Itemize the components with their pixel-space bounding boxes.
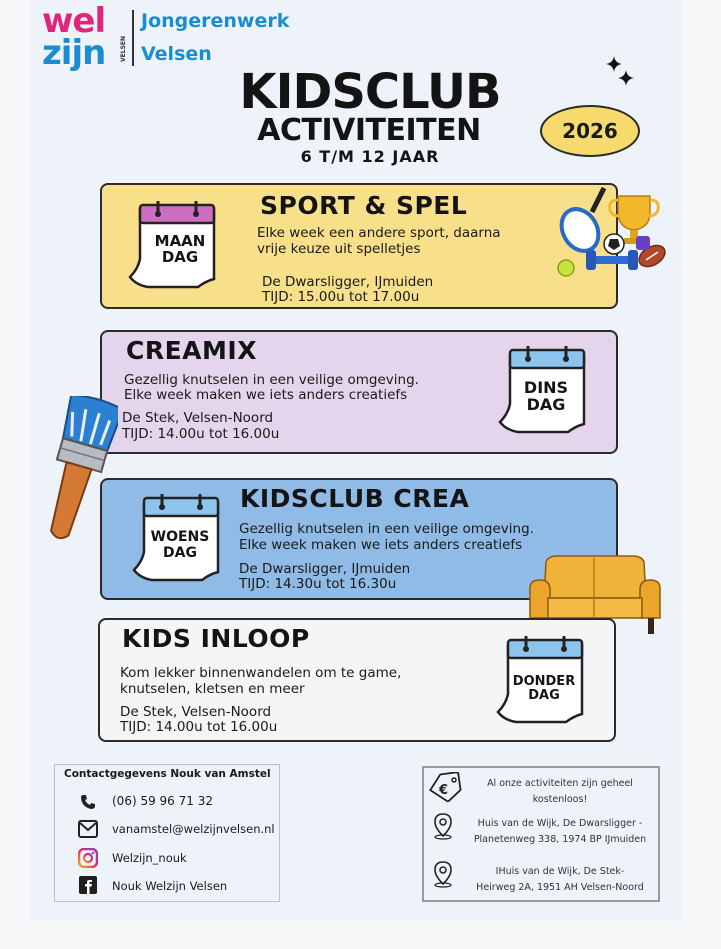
activity-location: De Stek, Velsen-Noord	[120, 704, 272, 720]
activity-time: TIJD: 15.00u tot 17.00u	[262, 289, 420, 305]
activity-desc-line1: Kom lekker binnenwandelen om te game,	[120, 665, 402, 681]
activity-title: CREAMIX	[126, 336, 257, 365]
activity-time: TIJD: 14.00u tot 16.00u	[122, 426, 280, 442]
title-activiteiten: ACTIVITEITEN	[257, 113, 481, 148]
activity-desc-line1: Gezellig knutselen in een veilige omgeving.	[239, 521, 534, 537]
logo-divider	[132, 10, 134, 66]
activity-card-sport-spel	[100, 183, 618, 309]
logo-wel: wel	[42, 1, 106, 41]
day-label-line1: MAAN	[154, 232, 206, 250]
activity-desc-line2: vrije keuze uit spelletjes	[257, 241, 421, 257]
activity-card-creamix	[100, 330, 618, 454]
activity-title: SPORT & SPEL	[260, 191, 468, 220]
title-age-range: 6 T/M 12 JAAR	[300, 147, 440, 166]
info-location2-line1: IHuis van de Wijk, De Stek-	[495, 866, 625, 877]
org-name-line1: Jongerenwerk	[141, 10, 290, 32]
contact-box-border	[54, 764, 280, 902]
info-location2-line2: Heirweg 2A, 1951 AH Velsen-Noord	[476, 882, 644, 893]
activity-title: KIDS INLOOP	[122, 624, 310, 653]
day-label-line2: DAG	[161, 248, 199, 266]
day-label-line1: DINS	[523, 378, 569, 397]
activity-card-kids-inloop	[98, 618, 616, 742]
day-label-line1: DONDER	[512, 674, 576, 689]
day-label-line2: DAG	[528, 688, 560, 703]
activity-location: De Dwarsligger, IJmuiden	[239, 561, 411, 577]
location-pin-icon	[432, 860, 454, 888]
info-location1-line2: Planetenweg 338, 1974 BP IJmuiden	[473, 834, 647, 845]
activity-desc-line2: Elke week maken we iets anders creatiefs	[124, 387, 408, 403]
contact-instagram: Welzijn_nouk	[112, 851, 187, 865]
svg-text:€: €	[439, 783, 449, 798]
sparkle-icon	[604, 54, 638, 88]
info-box	[422, 766, 660, 902]
title-kidsclub: KIDSCLUB	[239, 64, 501, 120]
day-label-line2: DAG	[526, 395, 566, 414]
info-location1-line1: Huis van de Wijk, De Dwarsligger -	[477, 818, 643, 829]
logo-velsen-vertical: VELSEN	[120, 35, 127, 62]
activity-location: De Dwarsligger, IJmuiden	[262, 274, 434, 290]
activity-location: De Stek, Velsen-Noord	[122, 410, 274, 426]
contact-email: vanamstel@welzijnvelsen.nl	[112, 822, 275, 836]
year-badge: 2026	[540, 105, 640, 157]
activity-desc-line1: Elke week een andere sport, daarna	[257, 225, 501, 241]
sports-equipment-icon	[552, 182, 668, 282]
activity-time: TIJD: 14.00u tot 16.00u	[120, 719, 278, 735]
contact-facebook: Nouk Welzijn Velsen	[112, 879, 228, 893]
contact-phone: (06) 59 96 71 32	[112, 794, 213, 808]
activity-title: KIDSCLUB CREA	[240, 484, 470, 513]
contact-heading: Contactgegevens Nouk van Amstel	[64, 768, 271, 780]
info-free-line1: Al onze activiteiten zijn geheel	[487, 778, 633, 789]
logo-zijn: zijn	[42, 33, 106, 73]
activity-desc-line1: Gezellig knutselen in een veilige omgeving.	[124, 372, 419, 388]
activity-time: TIJD: 14.30u tot 16.30u	[239, 576, 397, 592]
org-name-line2: Velsen	[141, 43, 212, 65]
info-free-line2: kostenloos!	[532, 794, 588, 805]
activity-desc-line2: knutselen, kletsen en meer	[120, 681, 305, 697]
day-label-line2: DAG	[163, 545, 197, 561]
euro-tag-icon	[428, 772, 462, 802]
location-pin-icon	[432, 812, 454, 840]
activity-desc-line2: Elke week maken we iets anders creatiefs	[239, 537, 523, 553]
day-label-line1: WOENS	[150, 529, 210, 545]
